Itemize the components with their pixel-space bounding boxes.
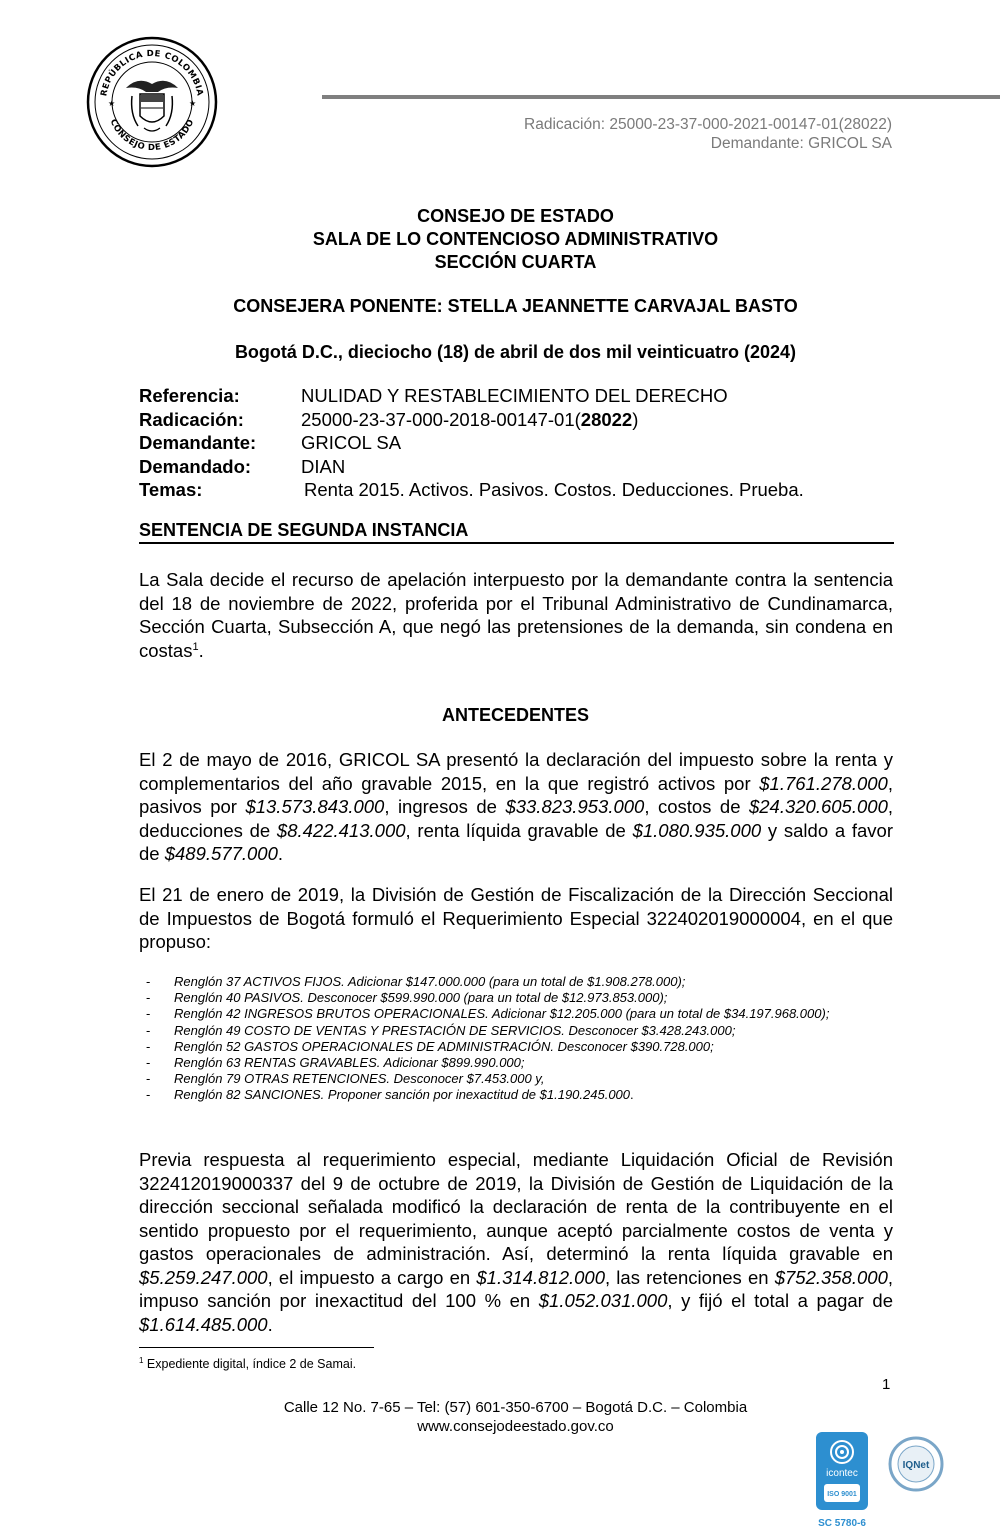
ref-row-temas	[139, 478, 804, 502]
ref-label: Demandante:	[139, 432, 257, 453]
footnote-separator	[139, 1347, 374, 1348]
consejo-de-estado-seal	[86, 36, 218, 168]
footer-address	[138, 1398, 893, 1436]
court-heading	[138, 205, 893, 274]
svg-text:SC 5780-6: SC 5780-6	[818, 1518, 866, 1529]
antecedentes-heading: ANTECEDENTES	[441, 705, 589, 725]
ref-value: 25000-23-37-000-2018-00147-01(28022)	[301, 408, 639, 430]
header-rule	[322, 95, 1000, 99]
svg-text:★: ★	[189, 99, 197, 108]
ref-value: Renta 2015. Activos. Pasivos. Costos. Deducciones. Prueba.	[304, 479, 804, 500]
ref-label: Referencia:	[139, 385, 240, 406]
case-references	[139, 384, 804, 502]
section-title: SENTENCIA DE SEGUNDA INSTANCIA	[139, 520, 894, 544]
page-number: 1	[882, 1376, 891, 1393]
svg-text:★: ★	[108, 99, 116, 108]
court-line-3: SECCIÓN CUARTA	[434, 252, 597, 272]
ref-label: Temas:	[139, 479, 203, 500]
paragraph-2: El 2 de mayo de 2016, GRICOL SA presentó la declaración del impuesto sobre la renta y complementarios del año gravable 2015, en la que registró activos por $1.761.278.000, pasivos por $13.573.843.000, ingresos de $33.823.953.000, costos de $24.320.605.000, deducciones de $8.422.413.000, renta líquida gravable de $1.080.935.000 y saldo a favor de $489.577.000.	[139, 749, 893, 864]
footer-url: www.consejodeestado.gov.co	[417, 1418, 614, 1435]
footnote: $^1$ Expediente digital, índice 2 de Samai.	[139, 1355, 357, 1371]
proposal-list	[146, 974, 893, 1104]
seal-ring-bottom: CONSEJO DE ESTADO	[107, 117, 197, 154]
ponente: CONSEJERA PONENTE: STELLA JEANNETTE CARVAJAL BASTO	[233, 296, 798, 316]
paragraph-3: El 21 de enero de 2019, la División de Gestión de Fiscalización de la Dirección Seccional de Impuestos de Bogotá formuló el Requerimiento Especial 322402019000004, en el que propuso:	[139, 884, 893, 952]
svg-text:IQNet: IQNet	[902, 1460, 930, 1471]
header-demandante: Demandante: GRICOL SA	[710, 135, 892, 152]
certification-logos	[812, 1430, 946, 1530]
header-radicacion: Radicación: 25000-23-37-000-2021-00147-01(28022)	[524, 116, 892, 133]
list-item: - Renglón 52 GASTOS OPERACIONALES DE ADMINISTRACIÓN. Desconocer $390.728.000;	[146, 1038, 714, 1054]
list-item: - Renglón 82 SANCIONES. Proponer sanción por inexactitud de $1.190.245.000.	[146, 1087, 634, 1103]
paragraph-1: La Sala decide el recurso de apelación interpuesto por la demandante contra la sentencia del 18 de noviembre de 2022, proferida por el Tribunal Administrativo de Cundinamarca, Sección Cuarta, Subsección A, que negó las pretensiones de la demanda, sin condena en costas$^1$.	[139, 569, 893, 661]
running-header	[524, 115, 892, 153]
ref-label: Radicación:	[139, 408, 244, 430]
ref-row-radicacion	[139, 408, 804, 432]
ref-row-demandado	[139, 455, 804, 479]
svg-text:ISO 9001: ISO 9001	[827, 1491, 857, 1498]
list-item: - Renglón 63 RENTAS GRAVABLES. Adicionar $899.990.000;	[146, 1055, 525, 1071]
ref-row-demandante	[139, 431, 804, 455]
list-item: - Renglón 37 ACTIVOS FIJOS. Adicionar $147.000.000 (para un total de $1.908.278.000);	[146, 974, 686, 989]
court-line-2: SALA DE LO CONTENCIOSO ADMINISTRATIVO	[312, 229, 719, 249]
list-item: - Renglón 79 OTRAS RETENCIONES. Desconocer $7.453.000 y,	[146, 1071, 545, 1087]
svg-text:icontec: icontec	[826, 1468, 858, 1479]
list-item: - Renglón 49 COSTO DE VENTAS Y PRESTACIÓN DE SERVICIOS. Desconocer $3.428.243.000;	[146, 1022, 736, 1038]
ref-row-referencia	[139, 384, 804, 408]
court-line-1: CONSEJO DE ESTADO	[417, 206, 614, 226]
footnote-ref: 1	[192, 640, 199, 653]
ref-value: GRICOL SA	[301, 432, 402, 453]
date-place: Bogotá D.C., dieciocho (18) de abril de dos mil veinticuatro (2024)	[234, 342, 797, 362]
paragraph-4: Previa respuesta al requerimiento especial, mediante Liquidación Oficial de Revisión 322412019000337 del 9 de octubre de 2019, la División de Gestión de Liquidación de la dirección seccional señalada modificó la declaración de renta de la contribuyente en el sentido propuesto por el requerimiento, aunque aceptó parcialmente costos de venta y gastos operacionales de administración. Así, determinó la renta líquida gravable en $5.259.247.000, el impuesto a cargo en $1.314.812.000, las retenciones en $752.358.000, impuso sanción por inexactitud del 100 % en $1.052.031.000, y fijó el total a pagar de $1.614.485.000.	[139, 1149, 894, 1335]
footer-address-line: Calle 12 No. 7-65 – Tel: (57) 601-350-6700 – Bogotá D.C. – Colombia	[283, 1399, 748, 1416]
ref-value: DIAN	[301, 455, 346, 477]
seal-ring-top: REPÚBLICA DE COLOMBIA	[99, 48, 205, 98]
list-item: - Renglón 42 INGRESOS BRUTOS OPERACIONALES. Adicionar $12.205.000 (para un total de $34.197.968.000);	[146, 1006, 830, 1022]
ref-value: NULIDAD Y RESTABLECIMIENTO DEL DERECHO	[301, 385, 728, 406]
ref-label: Demandado:	[139, 455, 252, 477]
list-item: - Renglón 40 PASIVOS. Desconocer $599.990.000 (para un total de $12.973.853.000);	[146, 990, 668, 1006]
